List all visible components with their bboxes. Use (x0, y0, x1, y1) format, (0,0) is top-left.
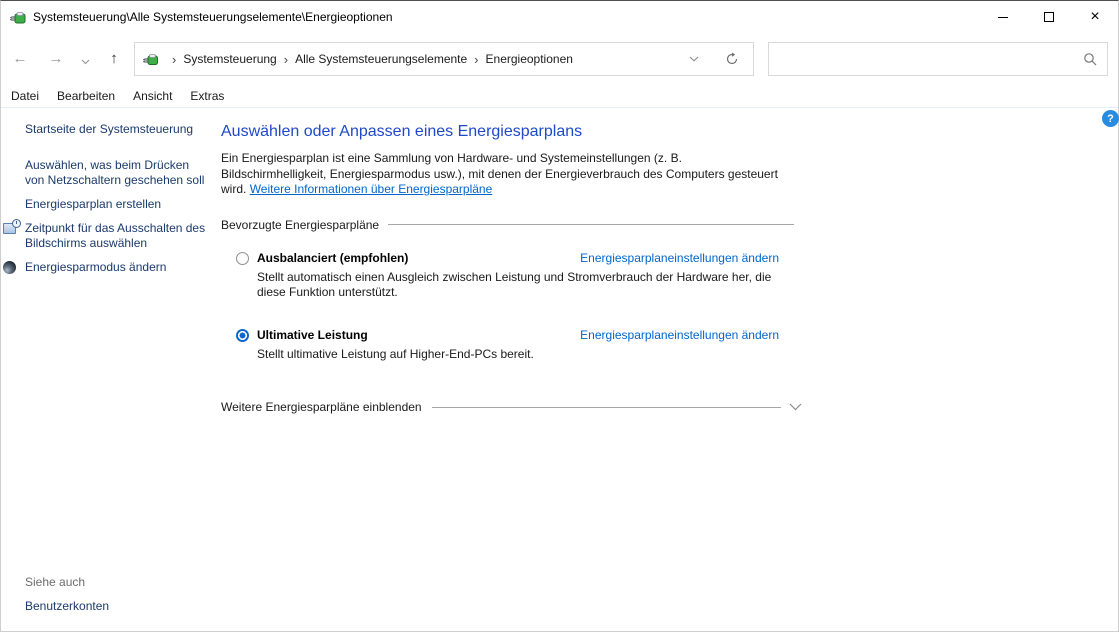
search-icon (1083, 52, 1097, 66)
search-input[interactable] (769, 43, 1083, 75)
breadcrumb[interactable] (134, 42, 754, 76)
chevron-down-icon (789, 403, 802, 411)
help-button[interactable] (1102, 110, 1119, 127)
sidebar-item-energiesparplan-erstellen[interactable] (1, 197, 216, 212)
task-pane (1, 109, 216, 631)
chevron-down-icon (81, 59, 90, 65)
chevron-down-icon (689, 56, 699, 62)
content-area (1, 109, 1118, 631)
plan-description: Stellt ultimative Leistung auf Higher-End-PCs bereit. (257, 346, 534, 361)
see-also-header: Siehe auch (25, 575, 86, 589)
close-button[interactable] (1072, 1, 1118, 33)
search-box (768, 42, 1108, 76)
chevron-right-icon: › (172, 51, 177, 67)
display-clock-icon (3, 221, 19, 236)
page-title: Auswählen oder Anpassen eines Energiesparplans (221, 123, 583, 140)
up-button[interactable] (99, 42, 129, 74)
plan-description: Stellt automatisch einen Ausgleich zwischen Leistung und Stromverbrauch der Hardware her, die diese Funktion unterstützt. (257, 269, 772, 299)
back-icon: ← (12, 49, 28, 67)
radio-ultimative-leistung[interactable] (236, 329, 249, 342)
refresh-button[interactable] (711, 43, 753, 75)
recent-pages-button[interactable] (75, 46, 95, 78)
sidebar-item-label: Auswählen, was beim Drücken von Netzschaltern geschehen soll (25, 158, 205, 187)
menu-ansicht[interactable]: Ansicht (133, 89, 173, 103)
window-controls (980, 1, 1118, 33)
minimize-button[interactable] (980, 1, 1026, 33)
plan-name[interactable]: Ausbalanciert (empfohlen) (257, 250, 409, 265)
sidebar-item-label: Startseite der Systemsteuerung (25, 122, 194, 136)
chevron-right-icon: › (283, 51, 289, 67)
more-info-link[interactable]: Weitere Informationen über Energiesparpläne (249, 182, 493, 196)
forward-button[interactable] (41, 42, 71, 74)
power-options-app-icon (10, 9, 27, 26)
menu-bearbeiten[interactable]: Bearbeiten (57, 89, 116, 103)
moon-icon (3, 260, 19, 275)
show-more-divider (432, 407, 781, 408)
breadcrumb-item-alle-elemente[interactable]: Alle Systemsteuerungselemente (295, 52, 468, 66)
sidebar-item-energiesparmodus[interactable] (1, 260, 216, 275)
radio-ausbalanciert[interactable] (236, 252, 249, 265)
maximize-button[interactable] (1026, 1, 1072, 33)
sidebar-item-startseite[interactable] (1, 122, 216, 137)
address-dropdown-button[interactable] (677, 43, 711, 75)
close-icon: × (1090, 8, 1100, 25)
change-plan-settings-link[interactable]: Energiesparplaneinstellungen ändern (580, 327, 779, 342)
help-icon: ? (1107, 112, 1114, 125)
chevron-right-icon: › (474, 51, 479, 67)
menu-bar (1, 85, 1118, 108)
intro-paragraph (221, 151, 788, 198)
breadcrumb-actions (677, 43, 753, 75)
change-plan-settings-link[interactable]: Energiesparplaneinstellungen ändern (580, 250, 779, 265)
show-more-label: Weitere Energiesparpläne einblenden (221, 400, 422, 414)
sidebar-item-bildschirm-ausschalten[interactable] (1, 221, 216, 251)
sidebar-item-benutzerkonten[interactable]: Benutzerkonten (25, 599, 110, 613)
sidebar-item-netzschalter[interactable] (1, 158, 216, 188)
main-pane (221, 109, 1118, 631)
refresh-icon (725, 52, 739, 66)
sidebar-item-label: Energiesparmodus ändern (25, 260, 167, 274)
section-header (221, 218, 794, 232)
section-divider (388, 224, 794, 225)
breadcrumb-item-systemsteuerung[interactable]: Systemsteuerung (183, 52, 277, 66)
minimize-icon (998, 17, 1008, 18)
up-icon: ↑ (110, 49, 118, 67)
sidebar-item-label: Zeitpunkt für das Ausschalten des Bildschirms auswählen (25, 221, 206, 250)
window-title: Systemsteuerung\Alle Systemsteuerungselemente\Energieoptionen (33, 10, 393, 24)
breadcrumb-item-energieoptionen[interactable]: Energieoptionen (485, 52, 573, 66)
task-list (1, 109, 216, 275)
address-toolbar (1, 33, 1118, 85)
plan-ausbalanciert (221, 251, 794, 301)
plan-ultimative-leistung (221, 328, 794, 363)
power-options-icon (143, 51, 159, 67)
title-bar (1, 1, 1118, 33)
forward-icon: → (48, 49, 64, 67)
sidebar-item-label: Energiesparplan erstellen (25, 197, 162, 211)
show-more-plans[interactable] (221, 400, 802, 414)
menu-extras[interactable]: Extras (190, 89, 225, 103)
menu-datei[interactable]: Datei (11, 89, 40, 103)
maximize-icon (1044, 12, 1054, 22)
plan-name[interactable]: Ultimative Leistung (257, 327, 368, 342)
back-button[interactable] (5, 42, 35, 74)
intro-text: Ein Energiesparplan ist eine Sammlung von Hardware- und Systemeinstellungen (z. B. Bildschirmhelligkeit, Energiesparmodus usw.), mit denen der Energieverbrauch des Computers gesteuert wird. (221, 151, 778, 196)
section-header-label: Bevorzugte Energiesparpläne (221, 217, 380, 232)
